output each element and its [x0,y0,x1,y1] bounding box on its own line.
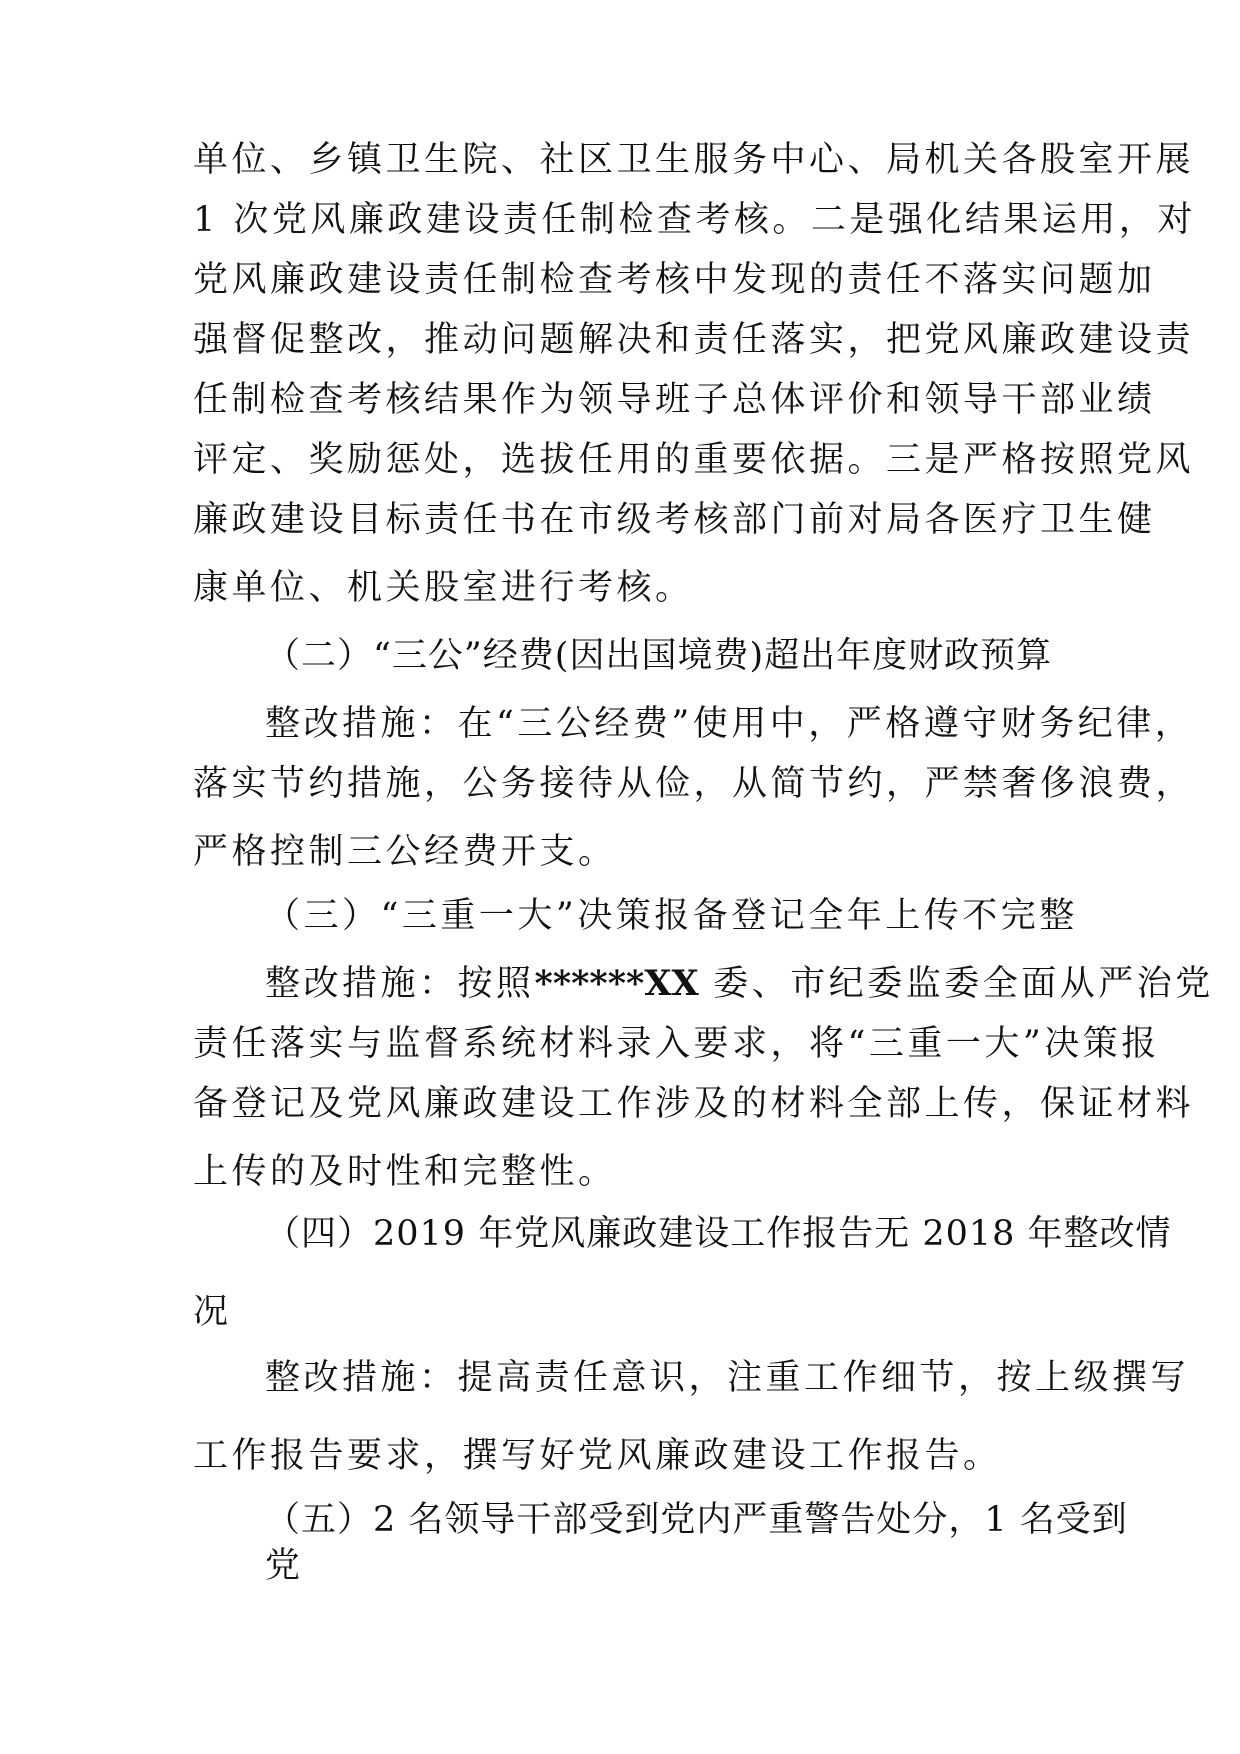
section-heading: （三）“三重一大”决策报备登记全年上传不完整 [265,896,1078,936]
paragraph-line: 落实节约措施，公务接待从俭，从简节约，严禁奢侈浪费， [193,764,1195,804]
text-suffix: 委、市纪委监委全面从严治党 [698,964,1214,1004]
paragraph-line: 上传的及时性和完整性。 [193,1152,617,1192]
paragraph-line: 评定、奖励惩处，选拔任用的重要依据。三是严格按照党风 [193,440,1195,480]
paragraph-line: 严格控制三公经费开支。 [193,832,617,872]
paragraph-line: 强督促整改，推动问题解决和责任落实，把党风廉政建设责 [193,320,1195,360]
paragraph-line: 1 次党风廉政建设责任制检查考核。二是强化结果运用，对 [193,200,1196,240]
section-heading: （五）2 名领导干部受到党内严重警告处分，1 名受到 [265,1500,1128,1540]
section-heading: （二）“三公”经费(因出国境费)超出年度财政预算 [265,636,1053,676]
paragraph-line: 康单位、机关股室进行考核。 [193,568,694,608]
paragraph-line: 工作报告要求，撰写好党风廉政建设工作报告。 [193,1436,1002,1476]
paragraph-line: 单位、乡镇卫生院、社区卫生服务中心、局机关各股室开展 [193,140,1195,180]
paragraph-line: 廉政建设目标责任书在市级考核部门前对局各医疗卫生健 [193,500,1156,540]
paragraph-line [265,962,1214,1006]
section-heading: （四）2019 年党风廉政建设工作报告无 2018 年整改情 [265,1214,1172,1254]
paragraph-line: 责任落实与监督系统材料录入要求，将“三重一大”决策报 [193,1024,1160,1064]
paragraph-line: 党风廉政建设责任制检查考核中发现的责任不落实问题加 [193,260,1156,300]
paragraph-line: 整改措施：提高责任意识，注重工作细节，按上级撰写 [265,1358,1190,1398]
section-heading: 党 [265,1546,304,1586]
paragraph-line: 整改措施：在“三公经费”使用中，严格遵守财务纪律， [265,704,1194,744]
paragraph-line: 任制检查考核结果作为领导班子总体评价和领导干部业绩 [193,380,1156,420]
text-prefix: 整改措施：按照 [265,964,535,1004]
section-heading: 况 [193,1292,232,1332]
paragraph-line: 备登记及党风廉政建设工作涉及的材料全部上传，保证材料 [193,1084,1195,1124]
redacted-text: ******XX [534,963,699,1004]
